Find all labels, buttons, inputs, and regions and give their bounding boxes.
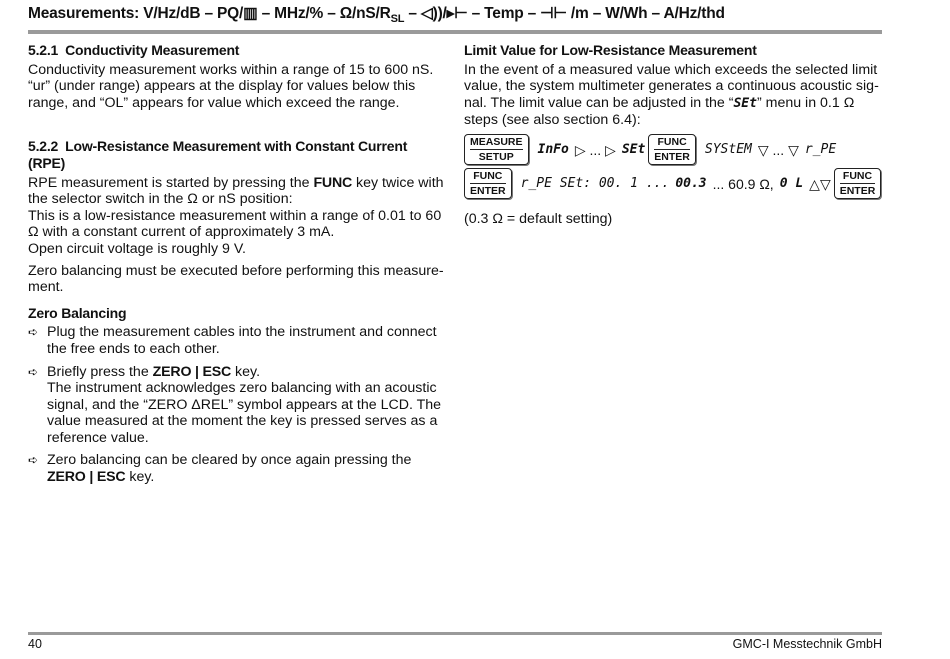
list-item: [28, 324, 446, 357]
rpe-voltage-text: Open circuit voltage is roughly 9 V.: [28, 240, 246, 257]
limit-text: In the event of a measured value which exceeds the selected limit value, the system multimeter generates a continuous acoustic signal. The limit value can be adjusted in the “: [464, 61, 879, 111]
func-enter-key: [834, 168, 882, 199]
zero-balancing-note: Zero balancing must be executed before performing this measurement.: [28, 262, 444, 296]
bullet-text: Zero balancing can be cleared by once again pressing the: [47, 452, 412, 469]
default-setting-note: (0.3 Ω = default setting): [464, 210, 613, 227]
header-rule: [28, 30, 882, 34]
rpe-range-text: This is a low-resistance measurement within a range of 0.01 to 60 Ω with a constant current of approximately 3 mA.: [28, 207, 442, 241]
key-label-bottom: ENTER: [654, 151, 690, 164]
footer-rule: [28, 632, 882, 635]
conductivity-paragraph: Conductivity measurement works within a range of 15 to 600 nS. “ur” (under range) appears at the display for values below this range, and “OL” appears for value which exceed the range.: [28, 61, 434, 111]
func-enter-key: [464, 168, 512, 199]
arrow-sequence: △▽: [809, 175, 831, 192]
limit-text-2: ” menu in 0.1 Ω steps (see also section 6.4):: [464, 94, 855, 129]
left-column: [28, 42, 446, 492]
lcd-set-text: SEt: [733, 95, 757, 111]
arrow-bullet-icon: ➪: [28, 453, 39, 468]
header-title: Measurements: V/Hz/dB – PQ/▥ – MHz/% – Ω/nS/R: [28, 5, 391, 22]
range-text: ... 60.9 Ω,: [712, 175, 774, 192]
rpe-paragraph: [28, 175, 446, 258]
func-key-ref: FUNC: [313, 174, 353, 191]
key-label-top: FUNC: [473, 170, 503, 183]
section-title: Conductivity Measurement: [65, 42, 240, 58]
limit-value-paragraph: [464, 62, 882, 129]
lcd-rpe: r_PE: [804, 141, 837, 157]
key-label-top: FUNC: [842, 170, 873, 183]
zero-balancing-heading: Zero Balancing: [28, 304, 127, 321]
lcd-info: InFo: [537, 141, 569, 157]
list-item: [28, 364, 446, 447]
rpe-text: RPE measurement is started by pressing the: [28, 174, 314, 191]
section-heading-low-resistance: [28, 138, 446, 171]
key-label-bottom: ENTER: [470, 185, 506, 198]
section-number: 5.2.2: [28, 138, 59, 155]
limit-value-heading: Limit Value for Low-Resistance Measurement: [464, 42, 757, 58]
header-title-rest: – ◁))/▸⊢ – Temp – ⊣⊢ /m – W/Wh – A/Hz/thd: [404, 5, 725, 22]
rpe-text-2: key twice with the selector switch in the Ω or nS position:: [28, 174, 444, 208]
key-label-top: FUNC: [657, 136, 687, 149]
section-number: 5.2.1: [28, 42, 59, 58]
lcd-system: SYStEM: [704, 141, 752, 157]
arrow-sequence: ▽ ... ▽: [757, 141, 799, 158]
key-label-top: MEASURE: [470, 136, 523, 149]
key-sequence-line-1: [464, 133, 882, 167]
section-heading-conductivity: [28, 42, 446, 59]
right-column: [464, 42, 882, 235]
header-subscript: SL: [390, 13, 405, 26]
zero-esc-key-ref: ZERO | ESC: [47, 469, 126, 486]
key-sequence-line-2: [464, 167, 882, 201]
lcd-sequence: r_PE SEt: 00. 1 ...: [520, 175, 670, 191]
bullet-text-2: key.: [231, 363, 261, 380]
bullet-text-more: The instrument acknowledges zero balancing with an acoustic signal, and the “ZERO ΔREL” symbol appears at the LCD. The value measured at the moment the key is pressed serves as a reference value.: [47, 380, 442, 446]
arrow-bullet-icon: ➪: [28, 364, 39, 379]
lcd-set: SEt: [621, 141, 646, 157]
lcd-ol: 0 L: [779, 175, 804, 191]
lcd-default: 00.3: [675, 175, 707, 191]
company-name: GMC-I Messtechnik GmbH: [732, 637, 882, 651]
arrow-bullet-icon: ➪: [28, 325, 39, 340]
func-enter-key: [648, 134, 696, 165]
page-number: 40: [28, 637, 42, 651]
zero-esc-key-ref: ZERO | ESC: [152, 363, 232, 380]
bullet-text: Briefly press the: [47, 363, 153, 380]
page-header: [28, 4, 882, 25]
bullet-text-2: key.: [125, 469, 155, 486]
bullet-text: Plug the measurement cables into the instrument and connect the free ends to each other.: [47, 324, 437, 357]
key-label-bottom: ENTER: [839, 185, 876, 198]
key-label-bottom: SETUP: [478, 151, 514, 164]
arrow-sequence: ▷ ... ▷: [574, 141, 616, 158]
measure-setup-key: [464, 134, 529, 165]
section-title: Low-Resistance Measurement with Constant Current (RPE): [28, 138, 408, 171]
list-item: [28, 452, 446, 485]
